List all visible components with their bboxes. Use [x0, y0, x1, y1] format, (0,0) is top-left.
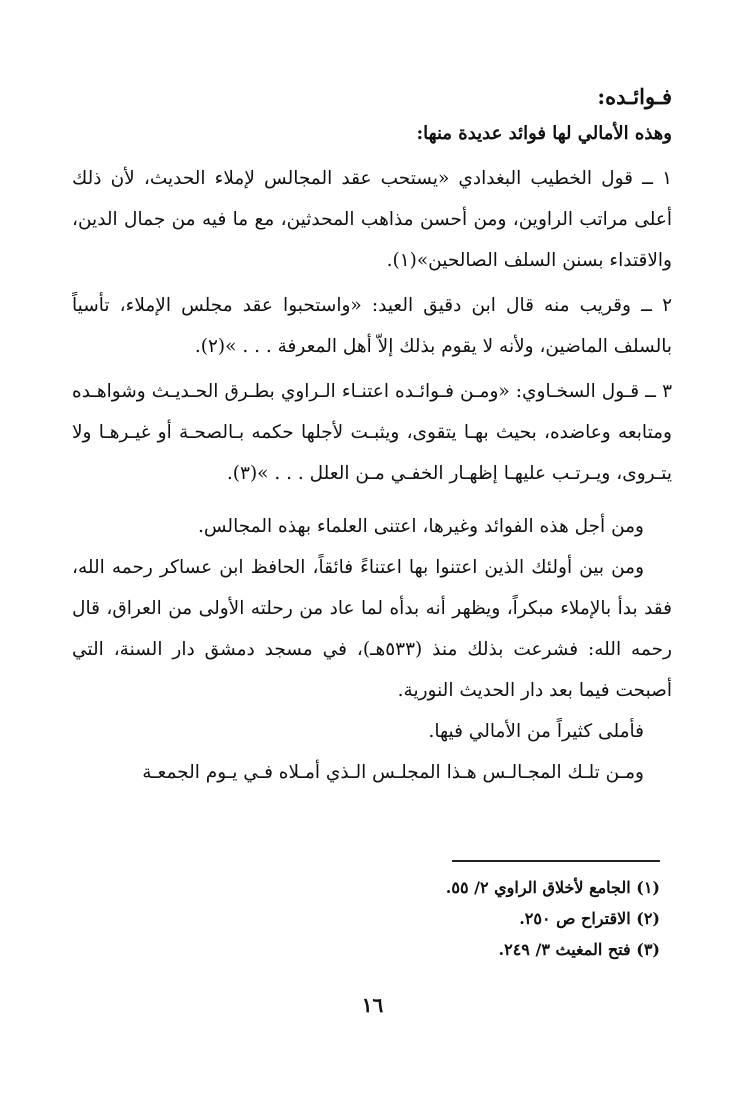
footnote-divider — [452, 860, 660, 862]
footnote-2: (٢) الاقتراح ص ٢٥٠. — [519, 909, 660, 928]
footnotes — [260, 872, 660, 965]
intro-line: وهذه الأمالي لها فوائد عديدة منها: — [416, 123, 672, 144]
body-paragraph-4: ومـن تلـك المجـالـس هـذا المجلـس الـذي أمـلاه فـي يـوم الجمعـة — [142, 762, 644, 783]
page-body — [72, 78, 672, 793]
benefit-item-1: ١ ــ قول الخطيب البغدادي «يستحب عقد المجالس لإملاء الحديث، لأن ذلك أعلى مراتب الراوين، ومن أحسن مذاهب المحدثين، مع ما فيه من جمال الدين، والاقتداء بسنن السلف الصالحين»(١). — [72, 168, 672, 271]
benefit-item-2: ٢ ــ وقريب منه قال ابن دقيق العيد: «واستحبوا عقد مجلس الإملاء، تأسياً بالسلف الماضين، ولأنه لا يقوم بذلك إلاّ أهل المعرفة . . . »(٢). — [72, 295, 672, 357]
body-paragraph-2: ومن بين أولئك الذين اعتنوا بها اعتناءً فائقاً، الحافظ ابن عساكر رحمه الله، فقد بدأ بالإملاء مبكراً، ويظهر أنه بدأه لما عاد من رحلته الأولى من العراق، قال رحمه الله: فشرعت بذلك منذ (٥٣٣هـ)، في مسجد دمشق دار السنة، التي أصبحت فيما بعد دار الحديث النورية. — [72, 557, 672, 701]
page-number: ١٦ — [361, 993, 384, 1017]
section-heading: فـوائـده: — [597, 84, 672, 109]
footnote-3: (٣) فتح المغيث ٣/ ٢٤٩. — [498, 940, 660, 959]
body-paragraph-1: ومن أجل هذه الفوائد وغيرها، اعتنى العلماء بهذه المجالس. — [197, 516, 644, 537]
body-paragraph-3: فأملى كثيراً من الأمالي فيها. — [428, 721, 644, 742]
footnote-1: (١) الجامع لأخلاق الراوي ٢/ ٥٥. — [445, 878, 660, 897]
benefit-item-3: ٣ ــ قـول السخـاوي: «ومـن فـوائـده اعتنـاء الـراوي بطـرق الحـديـث وشواهـده ومتابعه وعاضده، بحيث بهـا يتقوى، ويثبـت لأجلها حكمه بـالصحـة أو غيـرهـا ولا يتـروى، ويـرتـب عليهـا إظهـار الخفـي مـن العلل . . . »(٣). — [72, 381, 672, 484]
